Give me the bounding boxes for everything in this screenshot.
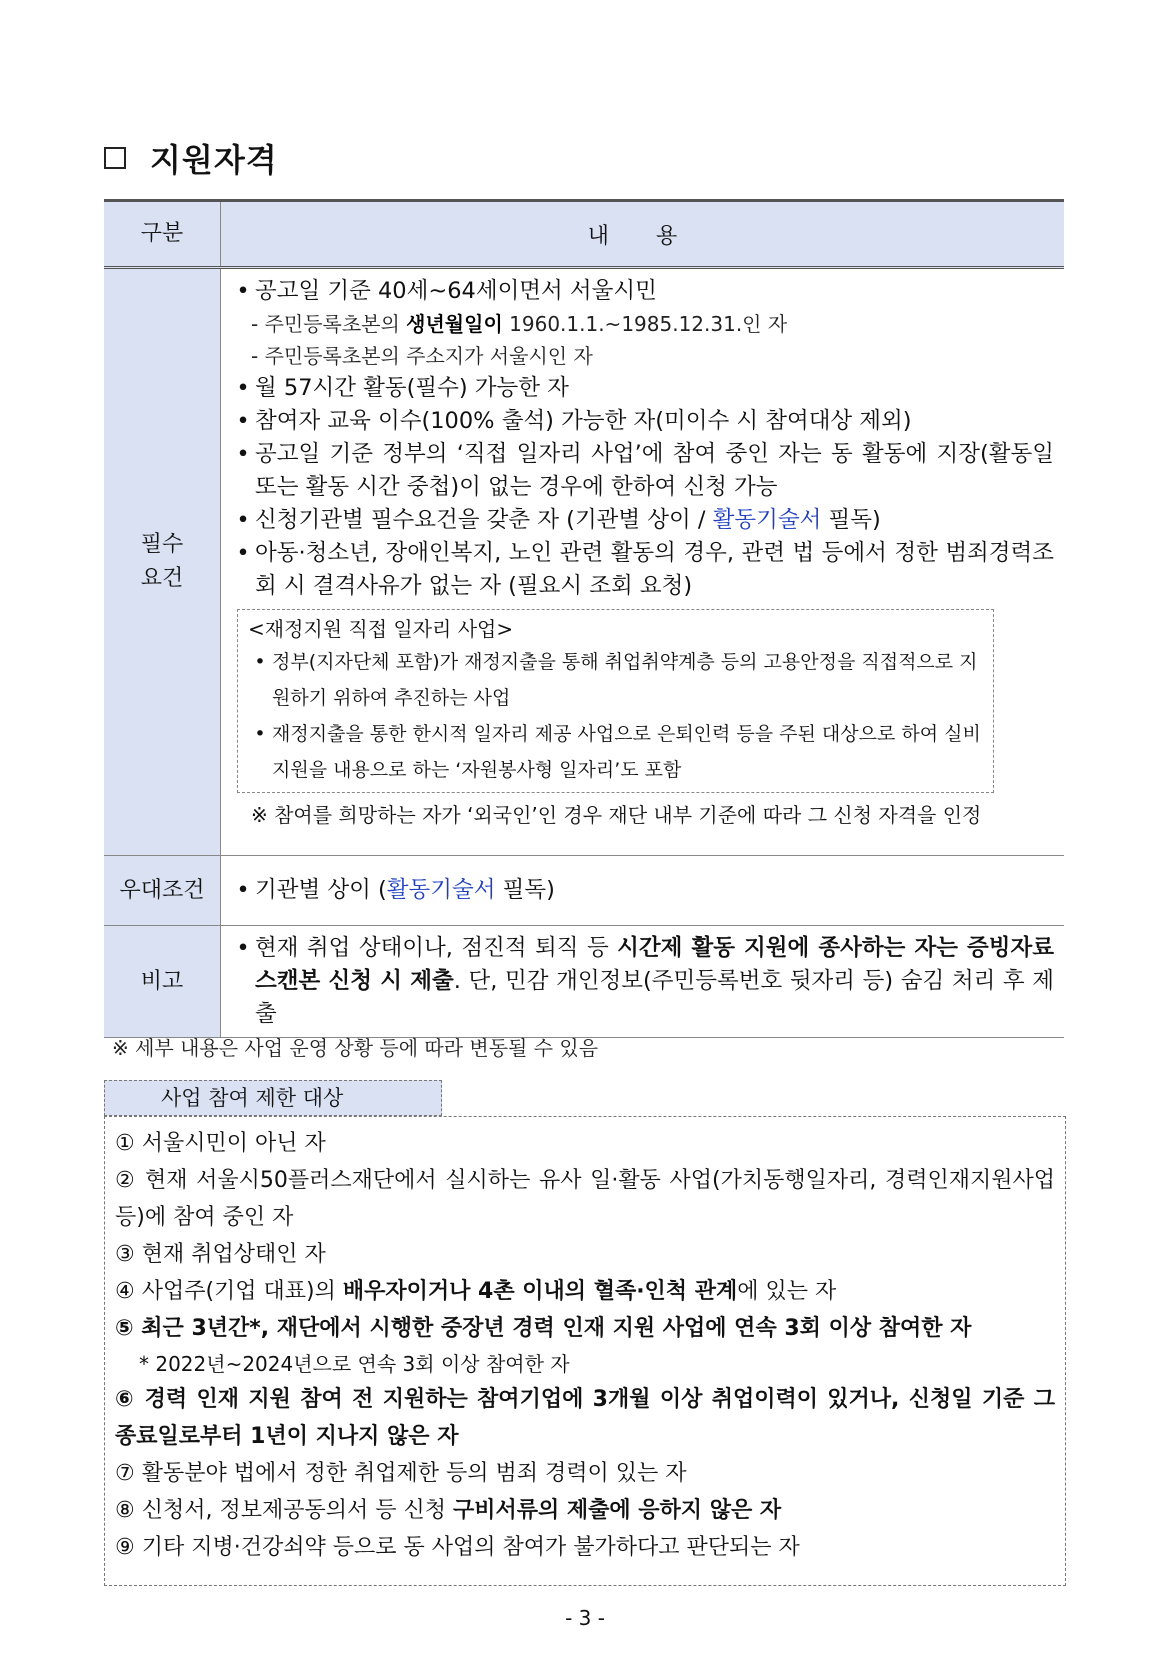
- remarks-label: 비고: [104, 926, 221, 1038]
- table-row-required: [104, 268, 1064, 856]
- header-content: 내 용: [221, 201, 1065, 268]
- list-item: • 아동·청소년, 장애인복지, 노인 관련 활동의 경우, 관련 법 등에서 정한 범죄경력조회 시 결격사유가 없는 자 (필요시 조회 요청): [236, 540, 1054, 599]
- sub-item: - 주민등록초본의 생년월일이 1960.1.1.~1985.12.31.인 자: [251, 312, 788, 336]
- foreigner-note: ※ 참여를 희망하는 자가 ‘외국인’인 경우 재단 내부 기준에 따라 그 신청 자격을 인정: [251, 803, 982, 827]
- list-item: • 정부(지자단체 포함)가 재정지출을 통해 취업취약계층 등의 고용안정을 직접적으로 지원하기 위하여 추진하는 사업: [254, 651, 978, 709]
- header-category: 구분: [104, 201, 221, 268]
- list-subnote: * 2022년~2024년으로 연속 3회 이상 참여한 자: [139, 1352, 570, 1376]
- table-row-preferred: [104, 856, 1064, 926]
- list-item: • 공고일 기준 정부의 ‘직접 일자리 사업’에 참여 중인 자는 동 활동에 지장(활동일 또는 활동 시간 중첩)이 없는 경우에 한하여 신청 가능: [236, 441, 1054, 500]
- activity-doc-link[interactable]: 활동기술서: [712, 507, 822, 533]
- list-item: • 월 57시간 활동(필수) 가능한 자: [236, 375, 569, 401]
- list-item: • 신청기관별 필수요건을 갖춘 자 (기관별 상이 / 활동기술서 필독): [236, 507, 881, 533]
- list-item: ④ 사업주(기업 대표)의 배우자이거나 4촌 이내의 혈족·인척 관계에 있는 자: [115, 1279, 837, 1304]
- remarks-content: • 현재 취업 상태이나, 점진적 퇴직 등 시간제 활동 지원에 종사하는 자는 증빙자료 스캔본 신청 시 제출. 단, 민감 개인정보(주민등록번호 뒷자리 등) 숨김 처리 후 제출: [221, 926, 1065, 1038]
- page-title: 지원자격: [150, 141, 278, 179]
- table-row-remarks: [104, 926, 1064, 1038]
- info-box: [237, 609, 994, 793]
- list-item: • 재정지출을 통한 한시적 일자리 제공 사업으로 은퇴인력 등을 주된 대상으로 하여 실비지원을 내용으로 하는 ‘자원봉사형 일자리’도 포함: [254, 723, 981, 781]
- required-content: [221, 268, 1065, 856]
- sub-item: - 주민등록초본의 주소지가 서울시인 자: [251, 344, 593, 368]
- list-item: ② 현재 서울시50플러스재단에서 실시하는 유사 일·활동 사업(가치동행일자리, 경력인재지원사업 등)에 참여 중인 자: [115, 1168, 1055, 1230]
- list-item: • 참여자 교육 이수(100% 출석) 가능한 자(미이수 시 참여대상 제외): [236, 408, 912, 434]
- list-item: ⑨ 기타 지병·건강쇠약 등으로 동 사업의 참여가 불가하다고 판단되는 자: [115, 1535, 800, 1560]
- table-header-row: [104, 201, 1064, 268]
- page-number: - 3 -: [565, 1606, 605, 1630]
- eligibility-table: [104, 199, 1064, 1038]
- footnote: ※ 세부 내용은 사업 운영 상황 등에 따라 변동될 수 있음: [112, 1036, 599, 1060]
- checkbox-square-icon: [104, 147, 126, 169]
- list-item: ⑧ 신청서, 정보제공동의서 등 신청 구비서류의 제출에 응하지 않은 자: [115, 1498, 782, 1523]
- list-item: ① 서울시민이 아닌 자: [115, 1131, 326, 1156]
- list-item: ⑤ 최근 3년간*, 재단에서 시행한 중장년 경력 인재 지원 사업에 연속 3회 이상 참여한 자: [115, 1316, 972, 1341]
- required-label: 필수 요건: [104, 268, 221, 856]
- restrictions-box: [104, 1116, 1066, 1586]
- list-item: • 공고일 기준 40세~64세이면서 서울시민: [236, 278, 657, 304]
- activity-doc-link[interactable]: 활동기술서: [386, 877, 496, 903]
- list-item: ⑦ 활동분야 법에서 정한 취업제한 등의 범죄 경력이 있는 자: [115, 1461, 687, 1486]
- restrictions-title: 사업 참여 제한 대상: [104, 1080, 442, 1116]
- list-item: ⑥ 경력 인재 지원 참여 전 지원하는 참여기업에 3개월 이상 취업이력이 있거나, 신청일 기준 그 종료일로부터 1년이 지나지 않은 자: [115, 1387, 1055, 1449]
- preferred-label: 우대조건: [104, 856, 221, 926]
- section-heading: [104, 135, 278, 181]
- preferred-content: • 기관별 상이 (활동기술서 필독): [221, 856, 1065, 926]
- list-item: ③ 현재 취업상태인 자: [115, 1242, 326, 1267]
- info-box-title: <재정지원 직접 일자리 사업>: [248, 617, 514, 641]
